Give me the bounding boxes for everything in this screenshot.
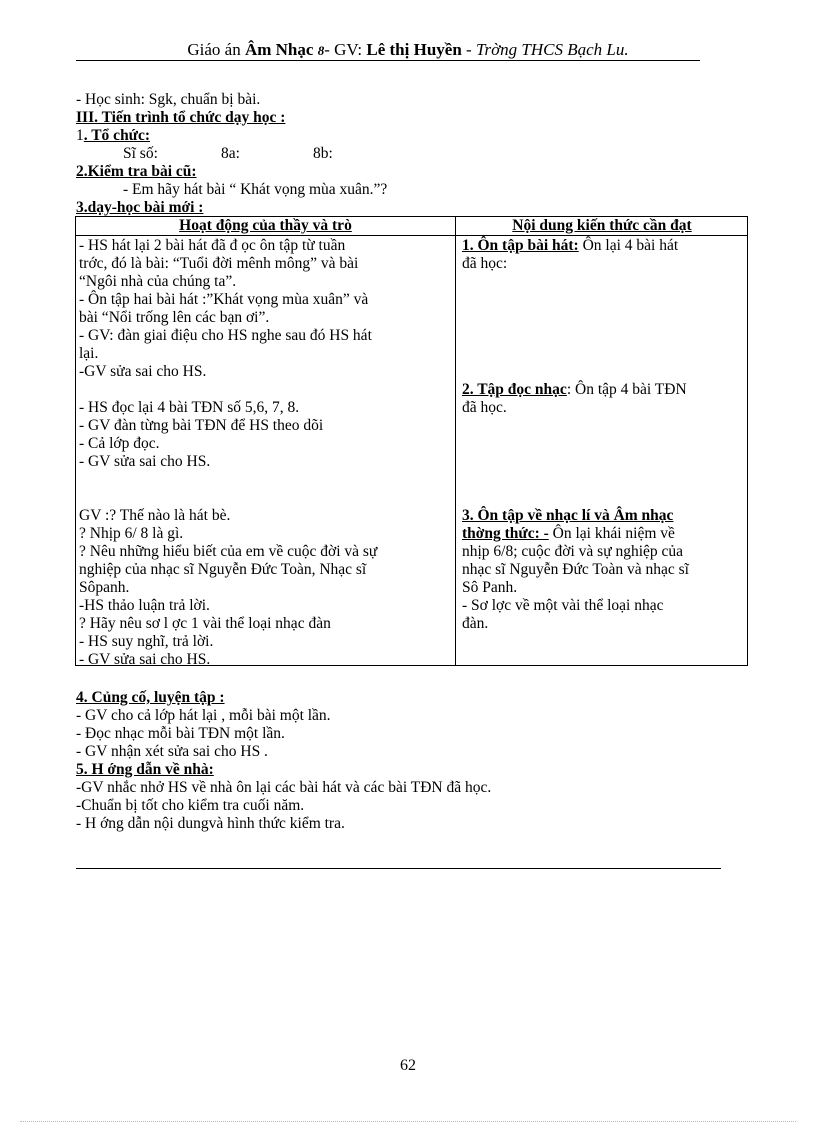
table-line: đã học: xyxy=(462,255,508,272)
section-4-line: - GV cho cả lớp hát lại , mỗi bài một lần. xyxy=(76,707,331,724)
step-1-title: . Tổ chức: xyxy=(83,127,151,144)
page-number: 62 xyxy=(400,1057,416,1074)
header-rule xyxy=(76,60,700,61)
section-4-line: - GV nhận xét sửa sai cho HS . xyxy=(76,743,268,760)
table-line: nhạc sĩ Nguyễn Đức Toàn và nhạc sĩ xyxy=(462,561,689,578)
table-line: nghiệp của nhạc sĩ Nguyễn Đức Toàn, Nhạc sĩ xyxy=(79,561,367,578)
header-teacher: Lê thị Huyền xyxy=(366,40,462,59)
step-3-heading: 3.dạy-học bài mới : xyxy=(76,199,204,216)
section-4-heading: 4. Củng cố, luyện tập : xyxy=(76,689,225,706)
col-header-knowledge: Nội dung kiến thức cần đạt xyxy=(512,217,692,234)
step-2-heading: 2.Kiểm tra bài cũ: xyxy=(76,163,197,180)
table-line: lại. xyxy=(79,345,99,362)
class-8a: 8a: xyxy=(221,145,240,162)
knowledge-2-text: : Ôn tập 4 bài TĐN xyxy=(566,381,687,398)
section-5-line: -Chuẩn bị tốt cho kiểm tra cuối năm. xyxy=(76,797,305,814)
table-line: bài “Nổi trống lên các bạn ơi”. xyxy=(79,309,270,326)
step-1-number: 1 xyxy=(76,127,84,144)
table-line: -GV sửa sai cho HS. xyxy=(79,363,207,380)
table-line: - Cả lớp đọc. xyxy=(79,435,160,452)
knowledge-block-1 xyxy=(462,237,678,273)
table-line: - GV: đàn giai điệu cho HS nghe sau đó HS hát xyxy=(79,327,372,344)
page-header xyxy=(0,40,816,60)
table-line: - HS đọc lại 4 bài TĐN số 5,6, 7, 8. xyxy=(79,399,300,416)
section-3-heading: III. Tiến trình tổ chức dạy học : xyxy=(76,109,286,126)
header-subject: Âm Nhạc xyxy=(244,40,314,59)
activities-block-3 xyxy=(79,507,377,669)
table-line: -HS thảo luận trả lời. xyxy=(79,597,210,614)
table-line: nhịp 6/8; cuộc đời và sự nghiệp của xyxy=(462,543,684,560)
header-school: - Trờng THCS Bạch Lu. xyxy=(461,40,629,59)
knowledge-block-3 xyxy=(462,507,689,633)
siso-label: Sĩ số: xyxy=(123,145,158,162)
table-line: ? Hãy nêu sơ l ợc 1 vài thể loại nhạc đàn xyxy=(79,615,331,632)
table-line: - Sơ lợc về một vài thể loại nhạc xyxy=(462,597,664,614)
knowledge-3-text: Ôn lại khái niệm về xyxy=(548,525,675,542)
section-5-heading: 5. H ớng dẫn về nhà: xyxy=(76,761,214,778)
section-4-line: - Đọc nhạc mỗi bài TĐN một lần. xyxy=(76,725,285,742)
table-line: “Ngôi nhà của chúng ta”. xyxy=(79,273,237,290)
table-line: - Ôn tập hai bài hát :”Khát vọng mùa xuân” và xyxy=(79,291,369,308)
step-2-question: - Em hãy hát bài “ Khát vọng mùa xuân.”? xyxy=(123,181,388,198)
students-prep: - Học sinh: Sgk, chuẩn bị bài. xyxy=(76,91,261,108)
table-line: - GV sửa sai cho HS. xyxy=(79,651,211,668)
footer-rule xyxy=(76,868,721,869)
table-line: ? Nêu những hiểu biết của em về cuộc đời và sự xyxy=(79,543,378,560)
table-line: trớc, đó là bài: “Tuổi đời mênh mông” và bài xyxy=(79,255,359,272)
header-grade: 8 xyxy=(317,43,325,58)
knowledge-1-title: 1. Ôn tập bài hát: xyxy=(462,237,579,254)
table-line: ? Nhịp 6/ 8 là gì. xyxy=(79,525,184,542)
table-line: đàn. xyxy=(462,615,489,632)
page-edge-divider xyxy=(20,1121,796,1122)
table-line: - HS suy nghĩ, trả lời. xyxy=(79,633,214,650)
table-line: Sôpanh. xyxy=(79,579,130,596)
table-line: - GV sửa sai cho HS. xyxy=(79,453,211,470)
knowledge-2-title: 2. Tập đọc nhạc xyxy=(462,381,567,398)
step-1-heading xyxy=(76,127,150,145)
knowledge-3-title-cont: thờng thức: - xyxy=(462,525,549,542)
knowledge-1-text: Ôn lại 4 bài hát xyxy=(578,237,679,254)
knowledge-3-title: 3. Ôn tập về nhạc lí và Âm nhạc xyxy=(462,507,674,524)
table-line: GV :? Thế nào là hát bè. xyxy=(79,507,231,524)
table-line: - GV đàn từng bài TĐN để HS theo dõi xyxy=(79,417,324,434)
section-5-line: -GV nhắc nhở HS về nhà ôn lại các bài hát và các bài TĐN đã học. xyxy=(76,779,492,796)
table-line: Sô Panh. xyxy=(462,579,518,596)
table-line: - HS hát lại 2 bài hát đã đ ọc ôn tập từ tuần xyxy=(79,237,346,254)
header-divider xyxy=(76,235,747,236)
class-8b: 8b: xyxy=(313,145,333,162)
section-5-line: - H ớng dẫn nội dungvà hình thức kiểm tra. xyxy=(76,815,345,832)
activities-block-2 xyxy=(79,399,323,471)
lesson-table xyxy=(75,216,748,666)
knowledge-block-2 xyxy=(462,381,687,417)
header-prefix: Giáo án xyxy=(187,40,245,59)
activities-block-1 xyxy=(79,237,372,381)
header-teacher-prefix: - GV: xyxy=(324,40,367,59)
table-line: đã học. xyxy=(462,399,507,416)
column-divider xyxy=(455,217,456,665)
col-header-activities: Hoạt động của thầy và trò xyxy=(179,217,352,234)
